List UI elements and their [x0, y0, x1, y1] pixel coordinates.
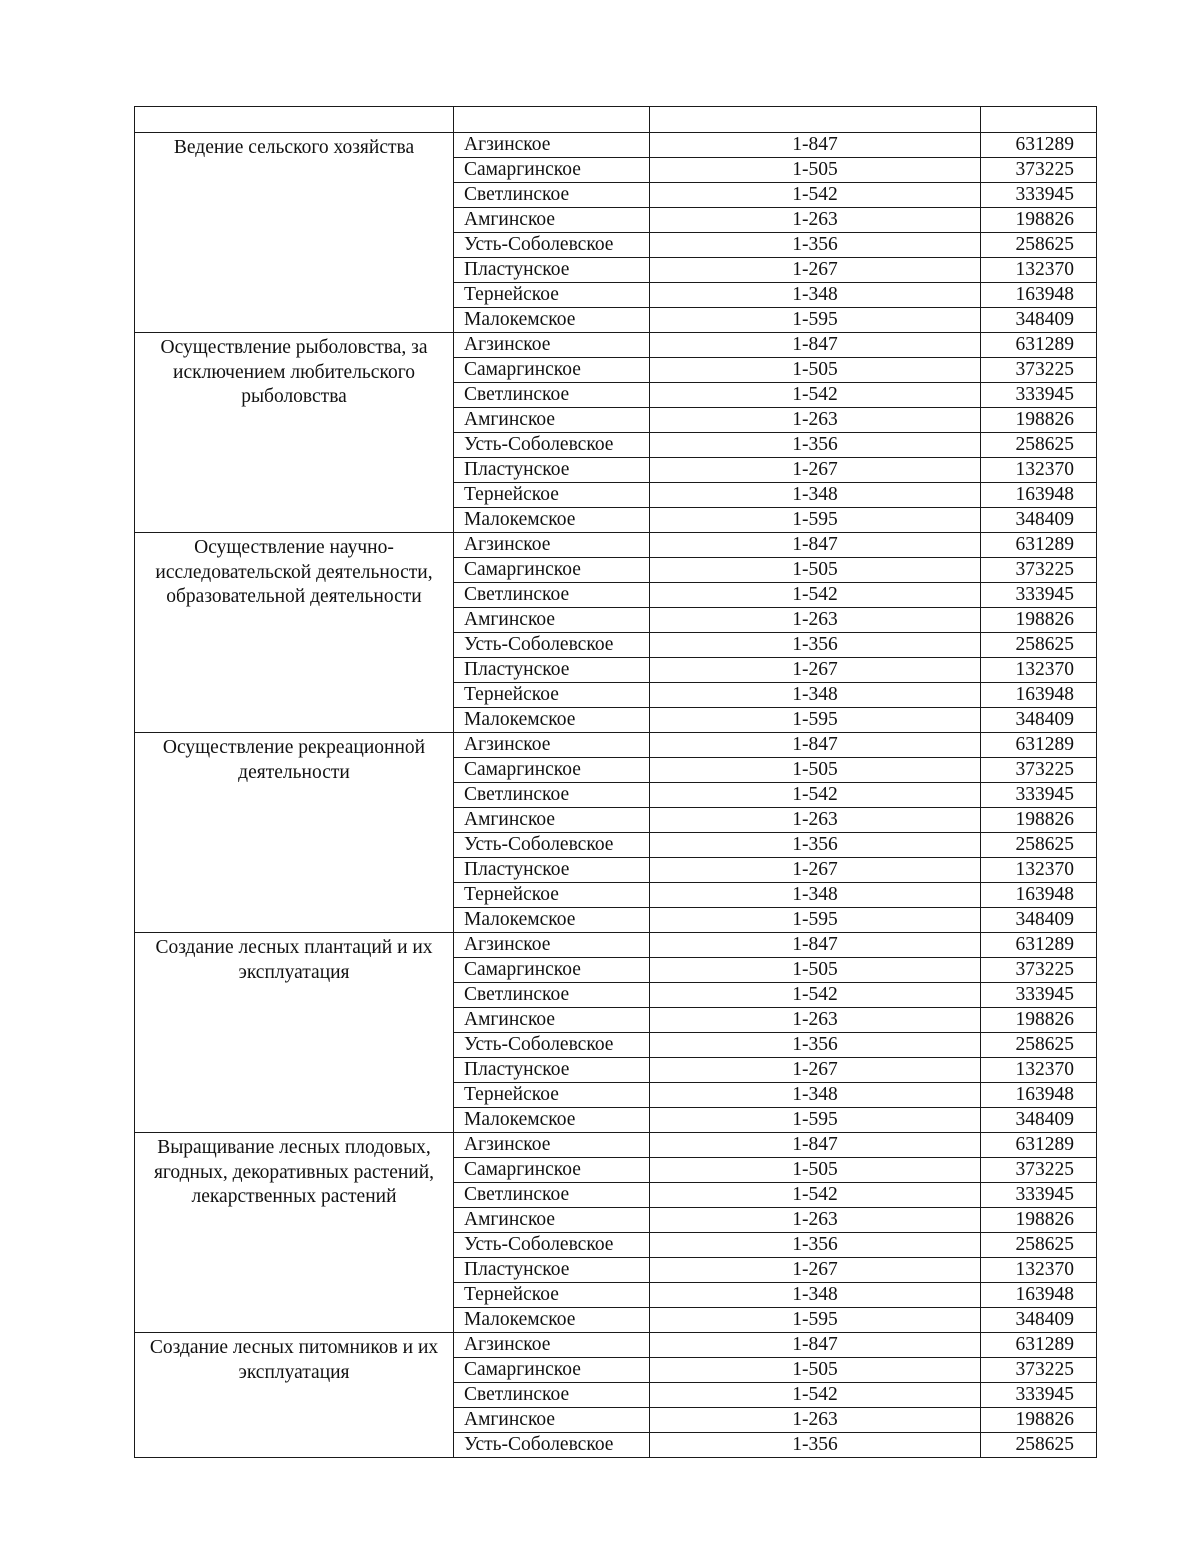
quarter-range-cell: 1-847 — [650, 533, 981, 558]
settlement-cell: Самаргинское — [454, 958, 650, 983]
settlement-cell: Пластунское — [454, 1058, 650, 1083]
quarter-range-cell: 1-542 — [650, 383, 981, 408]
settlement-cell: Самаргинское — [454, 358, 650, 383]
area-cell: 132370 — [981, 258, 1097, 283]
settlement-cell: Малокемское — [454, 508, 650, 533]
settlement-cell: Самаргинское — [454, 158, 650, 183]
quarter-range-cell: 1-505 — [650, 758, 981, 783]
settlement-cell: Малокемское — [454, 908, 650, 933]
area-cell: 198826 — [981, 408, 1097, 433]
area-cell: 258625 — [981, 233, 1097, 258]
quarter-range-cell: 1-847 — [650, 1333, 981, 1358]
quarter-range-cell: 1-505 — [650, 1358, 981, 1383]
quarter-range-cell: 1-595 — [650, 708, 981, 733]
settlement-cell: Агзинское — [454, 933, 650, 958]
settlement-cell: Самаргинское — [454, 558, 650, 583]
quarter-range-cell: 1-595 — [650, 908, 981, 933]
settlement-cell: Агзинское — [454, 1333, 650, 1358]
quarter-range-cell: 1-505 — [650, 1158, 981, 1183]
area-cell: 348409 — [981, 1308, 1097, 1333]
area-cell: 348409 — [981, 1108, 1097, 1133]
area-cell: 348409 — [981, 308, 1097, 333]
quarter-range-cell: 1-356 — [650, 1433, 981, 1458]
quarter-range-cell: 1-356 — [650, 633, 981, 658]
quarter-range-cell: 1-348 — [650, 483, 981, 508]
area-cell: 631289 — [981, 133, 1097, 158]
settlement-cell: Амгинское — [454, 408, 650, 433]
quarter-range-cell: 1-542 — [650, 583, 981, 608]
settlement-cell: Агзинское — [454, 333, 650, 358]
table-body — [135, 107, 1097, 1458]
area-cell: 333945 — [981, 383, 1097, 408]
area-cell: 373225 — [981, 158, 1097, 183]
settlement-cell: Усть-Соболевское — [454, 1433, 650, 1458]
quarter-range-cell: 1-847 — [650, 133, 981, 158]
area-cell: 132370 — [981, 458, 1097, 483]
area-cell: 631289 — [981, 733, 1097, 758]
table-row — [135, 333, 1097, 358]
area-cell: 163948 — [981, 483, 1097, 508]
settlement-cell: Малокемское — [454, 708, 650, 733]
table-row — [135, 533, 1097, 558]
quarter-range-cell: 1-267 — [650, 458, 981, 483]
quarter-range-cell: 1-595 — [650, 508, 981, 533]
area-cell: 163948 — [981, 883, 1097, 908]
area-cell: 258625 — [981, 433, 1097, 458]
area-cell: 198826 — [981, 1008, 1097, 1033]
settlement-cell: Усть-Соболевское — [454, 433, 650, 458]
table-row — [135, 1133, 1097, 1158]
area-cell: 198826 — [981, 608, 1097, 633]
quarter-range-cell: 1-267 — [650, 258, 981, 283]
header-cell-area — [981, 107, 1097, 133]
quarter-range-cell: 1-263 — [650, 208, 981, 233]
activity-type-cell: Создание лесных питомников и их эксплуатация — [135, 1333, 454, 1458]
area-cell: 333945 — [981, 183, 1097, 208]
settlement-cell: Малокемское — [454, 308, 650, 333]
area-cell: 373225 — [981, 558, 1097, 583]
forest-use-table — [134, 106, 1097, 1458]
quarter-range-cell: 1-263 — [650, 808, 981, 833]
quarter-range-cell: 1-356 — [650, 1233, 981, 1258]
settlement-cell: Агзинское — [454, 133, 650, 158]
quarter-range-cell: 1-267 — [650, 1058, 981, 1083]
quarter-range-cell: 1-348 — [650, 883, 981, 908]
quarter-range-cell: 1-595 — [650, 1308, 981, 1333]
table-row — [135, 1333, 1097, 1358]
area-cell: 373225 — [981, 958, 1097, 983]
settlement-cell: Тернейское — [454, 1083, 650, 1108]
settlement-cell: Амгинское — [454, 1008, 650, 1033]
area-cell: 163948 — [981, 1283, 1097, 1308]
settlement-cell: Самаргинское — [454, 1358, 650, 1383]
area-cell: 258625 — [981, 633, 1097, 658]
settlement-cell: Тернейское — [454, 883, 650, 908]
settlement-cell: Тернейское — [454, 483, 650, 508]
area-cell: 333945 — [981, 583, 1097, 608]
header-cell-quarters — [650, 107, 981, 133]
quarter-range-cell: 1-505 — [650, 358, 981, 383]
area-cell: 198826 — [981, 1208, 1097, 1233]
quarter-range-cell: 1-847 — [650, 933, 981, 958]
quarter-range-cell: 1-505 — [650, 158, 981, 183]
activity-type-cell: Ведение сельского хозяйства — [135, 133, 454, 333]
area-cell: 132370 — [981, 1058, 1097, 1083]
settlement-cell: Пластунское — [454, 658, 650, 683]
area-cell: 373225 — [981, 758, 1097, 783]
area-cell: 631289 — [981, 1133, 1097, 1158]
settlement-cell: Усть-Соболевское — [454, 233, 650, 258]
settlement-cell: Светлинское — [454, 1183, 650, 1208]
settlement-cell: Усть-Соболевское — [454, 633, 650, 658]
area-cell: 198826 — [981, 208, 1097, 233]
settlement-cell: Амгинское — [454, 208, 650, 233]
quarter-range-cell: 1-505 — [650, 958, 981, 983]
quarter-range-cell: 1-356 — [650, 1033, 981, 1058]
area-cell: 258625 — [981, 1033, 1097, 1058]
area-cell: 333945 — [981, 783, 1097, 808]
quarter-range-cell: 1-356 — [650, 433, 981, 458]
settlement-cell: Агзинское — [454, 533, 650, 558]
quarter-range-cell: 1-348 — [650, 1283, 981, 1308]
settlement-cell: Светлинское — [454, 383, 650, 408]
area-cell: 348409 — [981, 708, 1097, 733]
settlement-cell: Усть-Соболевское — [454, 1233, 650, 1258]
activity-type-cell: Осуществление научно-исследовательской деятельности, образовательной деятельности — [135, 533, 454, 733]
settlement-cell: Усть-Соболевское — [454, 833, 650, 858]
settlement-cell: Агзинское — [454, 733, 650, 758]
area-cell: 258625 — [981, 1233, 1097, 1258]
header-cell-activity — [135, 107, 454, 133]
area-cell: 373225 — [981, 358, 1097, 383]
quarter-range-cell: 1-348 — [650, 683, 981, 708]
area-cell: 132370 — [981, 858, 1097, 883]
quarter-range-cell: 1-542 — [650, 183, 981, 208]
quarter-range-cell: 1-847 — [650, 333, 981, 358]
quarter-range-cell: 1-542 — [650, 983, 981, 1008]
settlement-cell: Амгинское — [454, 1208, 650, 1233]
table-row — [135, 133, 1097, 158]
area-cell: 163948 — [981, 683, 1097, 708]
area-cell: 348409 — [981, 908, 1097, 933]
settlement-cell: Тернейское — [454, 683, 650, 708]
quarter-range-cell: 1-267 — [650, 858, 981, 883]
area-cell: 132370 — [981, 1258, 1097, 1283]
settlement-cell: Агзинское — [454, 1133, 650, 1158]
settlement-cell: Амгинское — [454, 608, 650, 633]
settlement-cell: Светлинское — [454, 783, 650, 808]
area-cell: 373225 — [981, 1158, 1097, 1183]
area-cell: 631289 — [981, 333, 1097, 358]
area-cell: 631289 — [981, 533, 1097, 558]
settlement-cell: Малокемское — [454, 1108, 650, 1133]
settlement-cell: Самаргинское — [454, 1158, 650, 1183]
settlement-cell: Амгинское — [454, 808, 650, 833]
table-row — [135, 933, 1097, 958]
settlement-cell: Малокемское — [454, 1308, 650, 1333]
quarter-range-cell: 1-505 — [650, 558, 981, 583]
quarter-range-cell: 1-542 — [650, 783, 981, 808]
area-cell: 373225 — [981, 1358, 1097, 1383]
activity-type-cell: Выращивание лесных плодовых, ягодных, декоративных растений, лекарственных растений — [135, 1133, 454, 1333]
area-cell: 198826 — [981, 808, 1097, 833]
quarter-range-cell: 1-263 — [650, 1208, 981, 1233]
quarter-range-cell: 1-542 — [650, 1383, 981, 1408]
area-cell: 163948 — [981, 283, 1097, 308]
settlement-cell: Пластунское — [454, 258, 650, 283]
settlement-cell: Светлинское — [454, 183, 650, 208]
quarter-range-cell: 1-348 — [650, 1083, 981, 1108]
settlement-cell: Тернейское — [454, 283, 650, 308]
settlement-cell: Усть-Соболевское — [454, 1033, 650, 1058]
quarter-range-cell: 1-847 — [650, 733, 981, 758]
quarter-range-cell: 1-542 — [650, 1183, 981, 1208]
area-cell: 333945 — [981, 983, 1097, 1008]
quarter-range-cell: 1-263 — [650, 608, 981, 633]
area-cell: 258625 — [981, 1433, 1097, 1458]
quarter-range-cell: 1-267 — [650, 1258, 981, 1283]
quarter-range-cell: 1-595 — [650, 1108, 981, 1133]
header-cell-settlement — [454, 107, 650, 133]
area-cell: 132370 — [981, 658, 1097, 683]
area-cell: 631289 — [981, 1333, 1097, 1358]
quarter-range-cell: 1-595 — [650, 308, 981, 333]
table-header-row — [135, 107, 1097, 133]
settlement-cell: Амгинское — [454, 1408, 650, 1433]
area-cell: 631289 — [981, 933, 1097, 958]
settlement-cell: Тернейское — [454, 1283, 650, 1308]
settlement-cell: Светлинское — [454, 1383, 650, 1408]
settlement-cell: Светлинское — [454, 583, 650, 608]
quarter-range-cell: 1-847 — [650, 1133, 981, 1158]
area-cell: 333945 — [981, 1183, 1097, 1208]
area-cell: 198826 — [981, 1408, 1097, 1433]
area-cell: 348409 — [981, 508, 1097, 533]
area-cell: 258625 — [981, 833, 1097, 858]
settlement-cell: Пластунское — [454, 1258, 650, 1283]
area-cell: 333945 — [981, 1383, 1097, 1408]
quarter-range-cell: 1-356 — [650, 233, 981, 258]
quarter-range-cell: 1-267 — [650, 658, 981, 683]
quarter-range-cell: 1-263 — [650, 1008, 981, 1033]
quarter-range-cell: 1-263 — [650, 1408, 981, 1433]
quarter-range-cell: 1-356 — [650, 833, 981, 858]
table-row — [135, 733, 1097, 758]
activity-type-cell: Осуществление рыболовства, за исключением любительского рыболовства — [135, 333, 454, 533]
activity-type-cell: Осуществление рекреационной деятельности — [135, 733, 454, 933]
quarter-range-cell: 1-263 — [650, 408, 981, 433]
settlement-cell: Самаргинское — [454, 758, 650, 783]
quarter-range-cell: 1-348 — [650, 283, 981, 308]
area-cell: 163948 — [981, 1083, 1097, 1108]
activity-type-cell: Создание лесных плантаций и их эксплуатация — [135, 933, 454, 1133]
settlement-cell: Пластунское — [454, 458, 650, 483]
settlement-cell: Светлинское — [454, 983, 650, 1008]
settlement-cell: Пластунское — [454, 858, 650, 883]
